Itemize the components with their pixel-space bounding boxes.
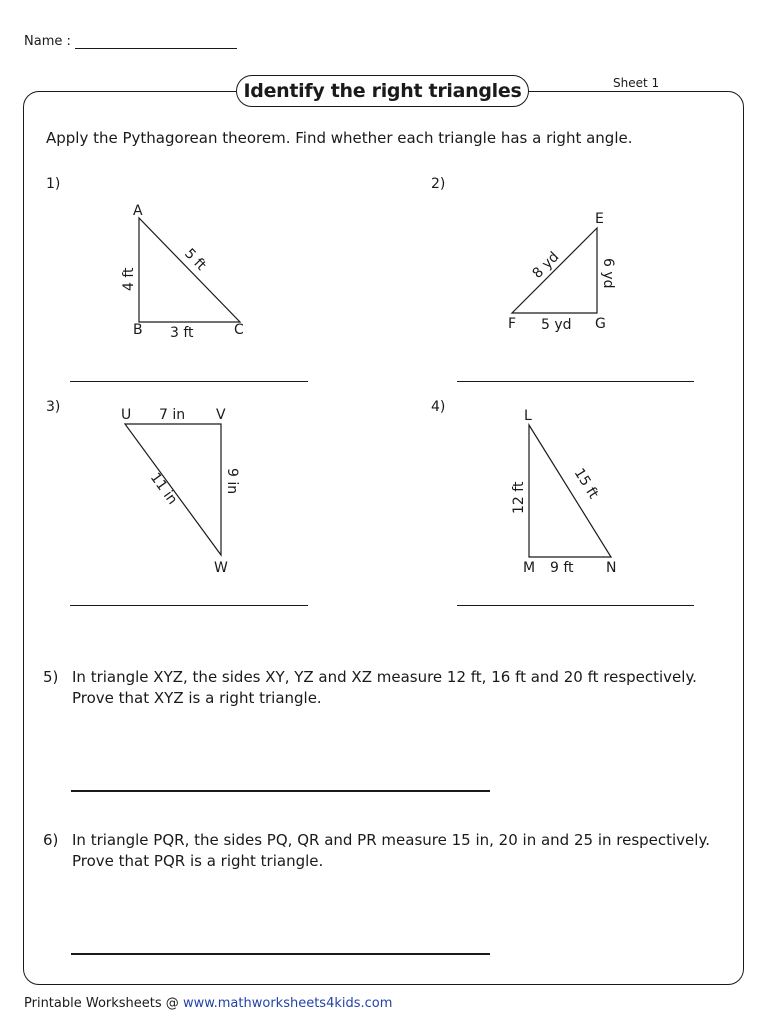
triangle-3-side-uv: 7 in xyxy=(159,407,186,423)
triangle-3-vertex-v: V xyxy=(216,407,226,423)
footer xyxy=(24,996,392,1011)
triangle-1-side-ab: 4 ft xyxy=(121,267,137,291)
triangle-2-side-eg: 6 yd xyxy=(600,258,616,289)
question-6-answer-line[interactable] xyxy=(71,953,490,955)
question-6-number: 6) xyxy=(43,831,59,849)
triangle-2-side-fg: 5 yd xyxy=(541,317,572,333)
triangle-2-vertex-f: F xyxy=(508,316,517,332)
question-5-number: 5) xyxy=(43,668,59,686)
triangle-3-vertex-u: U xyxy=(121,407,132,423)
question-3-answer-line[interactable] xyxy=(70,605,308,606)
triangle-4-vertex-n: N xyxy=(606,560,617,576)
question-6-text-line-1: In triangle PQR, the sides PQ, QR and PR measure 15 in, 20 in and 25 in respectively. xyxy=(72,831,710,849)
triangle-4-vertex-m: M xyxy=(523,560,536,576)
question-6 xyxy=(43,830,710,872)
triangle-1-vertex-c: C xyxy=(234,322,244,338)
triangle-4-side-ln: 15 ft xyxy=(570,465,602,502)
worksheet-title: Identify the right triangles xyxy=(236,75,529,107)
instruction-text: Apply the Pythagorean theorem. Find whether each triangle has a right angle. xyxy=(46,129,633,147)
triangle-1-side-bc: 3 ft xyxy=(170,325,194,341)
question-6-text-line-2: Prove that PQR is a right triangle. xyxy=(72,852,324,870)
question-5-text-line-2: Prove that XYZ is a right triangle. xyxy=(72,689,322,707)
triangle-4-vertex-l: L xyxy=(524,408,532,424)
triangle-3-vertex-w: W xyxy=(214,560,228,576)
triangle-1-side-ac: 5 ft xyxy=(181,245,209,274)
footer-prefix: Printable Worksheets @ xyxy=(24,996,183,1011)
question-5 xyxy=(43,667,697,709)
sheet-label: Sheet 1 xyxy=(613,76,660,90)
question-2-answer-line[interactable] xyxy=(457,381,694,382)
triangle-2-side-ef: 8 yd xyxy=(529,248,563,282)
triangle-1-vertex-a: A xyxy=(133,203,143,219)
triangle-3-side-vw: 9 in xyxy=(224,468,240,495)
question-2-number: 2) xyxy=(431,176,446,192)
question-4-answer-line[interactable] xyxy=(457,605,694,606)
question-4-number: 4) xyxy=(431,399,446,415)
triangle-1-shape xyxy=(139,218,240,322)
question-3-number: 3) xyxy=(46,399,61,415)
triangle-2-vertex-g: G xyxy=(595,316,606,332)
triangle-2-vertex-e: E xyxy=(595,211,604,227)
question-1-number: 1) xyxy=(46,176,61,192)
question-5-answer-line[interactable] xyxy=(71,790,490,792)
question-1-answer-line[interactable] xyxy=(70,381,308,382)
triangle-2-shape xyxy=(512,228,597,313)
triangle-4-side-mn: 9 ft xyxy=(550,560,574,576)
name-label: Name : xyxy=(24,34,71,49)
triangle-4-side-lm: 12 ft xyxy=(511,481,527,514)
triangle-3-side-uw: 11 in xyxy=(146,469,181,508)
footer-website-link[interactable]: www.mathworksheets4kids.com xyxy=(182,996,393,1011)
triangle-1-vertex-b: B xyxy=(133,322,143,338)
question-5-text-line-1: In triangle XYZ, the sides XY, YZ and XZ measure 12 ft, 16 ft and 20 ft respectively. xyxy=(72,668,697,686)
